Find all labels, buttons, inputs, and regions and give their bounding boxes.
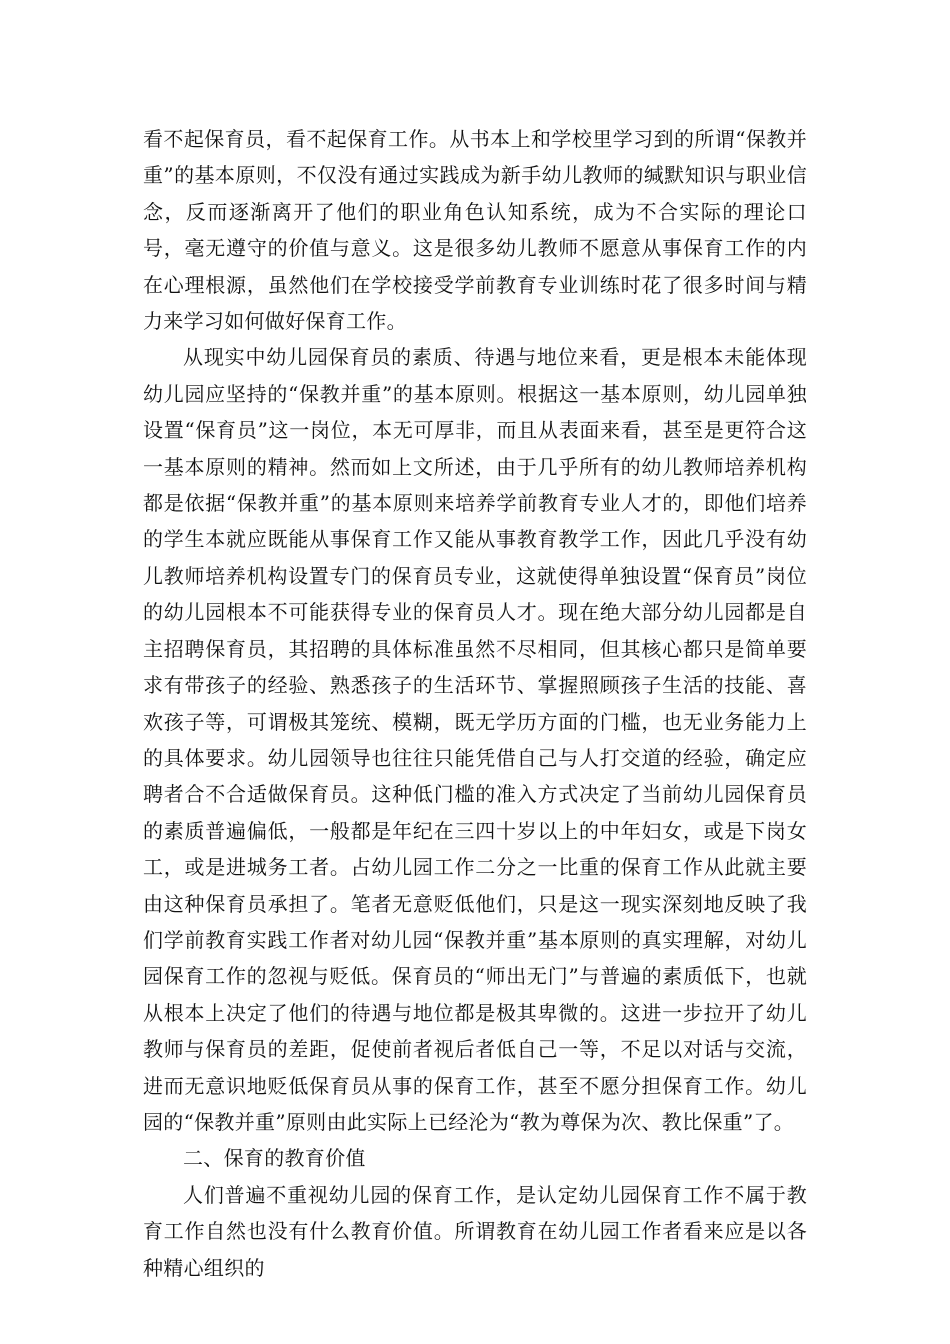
paragraph-continued: 看不起保育员，看不起保育工作。从书本上和学校里学习到的所谓“保教并重”的基本原则，不仅没有通过实践成为新手幼儿教师的缄默知识与职业信念，反而逐渐离开了他们的职业角色认知系统，成为不合实际的理论口号，毫无遵守的价值与意义。这是很多幼儿教师不愿意从事保育工作的内在心理根源，虽然他们在学校接受学前教育专业训练时花了很多时间与精力来学习如何做好保育工作。 <box>143 127 807 334</box>
paragraph-kindergarten-caregivers: 从现实中幼儿园保育员的素质、待遇与地位来看，更是根本未能体现幼儿园应坚持的“保教并重”的基本原则。根据这一基本原则，幼儿园单独设置“保育员”这一岗位，本无可厚非，而且从表面来看，甚至是更符合这一基本原则的精神。然而如上文所述，由于几乎所有的幼儿教师培养机构都是依据“保教并重”的基本原则来培养学前教育专业人才的，即他们培养的学生本就应既能从事保育工作又能从事教育教学工作，因此几乎没有幼儿教师培养机构设置专门的保育员专业，这就使得单独设置“保育员”岗位的幼儿园根本不可能获得专业的保育员人才。现在绝大部分幼儿园都是自主招聘保育员，其招聘的具体标准虽然不尽相同，但其核心都只是简单要求有带孩子的经验、熟悉孩子的生活环节、掌握照顾孩子生活的技能、喜欢孩子等，可谓极其笼统、模糊，既无学历方面的门槛，也无业务能力上的具体要求。幼儿园领导也往往只能凭借自己与人打交道的经验，确定应聘者合不合适做保育员。这种低门槛的准入方式决定了当前幼儿园保育员的素质普遍偏低，一般都是年纪在三四十岁以上的中年妇女，或是下岗女工，或是进城务工者。占幼儿园工作二分之一比重的保育工作从此就主要由这种保育员承担了。笔者无意贬低他们，只是这一现实深刻地反映了我们学前教育实践工作者对幼儿园“保教并重”基本原则的真实理解，对幼儿园保育工作的忽视与贬低。保育员的“师出无门”与普遍的素质低下，也就从根本上决定了他们的待遇与地位都是极其卑微的。这进一步拉开了幼儿教师与保育员的差距，促使前者视后者低自己一等，不足以对话与交流，进而无意识地贬低保育员从事的保育工作，甚至不愿分担保育工作。幼儿园的“保教并重”原则由此实际上已经沦为“教为尊保为次、教比保重”了。 <box>143 345 807 1134</box>
document-body <box>143 121 807 1286</box>
section-heading: 二、保育的教育价值 <box>183 1146 366 1171</box>
paragraph-educational-value: 人们普遍不重视幼儿园的保育工作，是认定幼儿园保育工作不属于教育工作自然也没有什么教育价值。所谓教育在幼儿园工作者看来应是以各种精心组织的 <box>143 1182 807 1280</box>
